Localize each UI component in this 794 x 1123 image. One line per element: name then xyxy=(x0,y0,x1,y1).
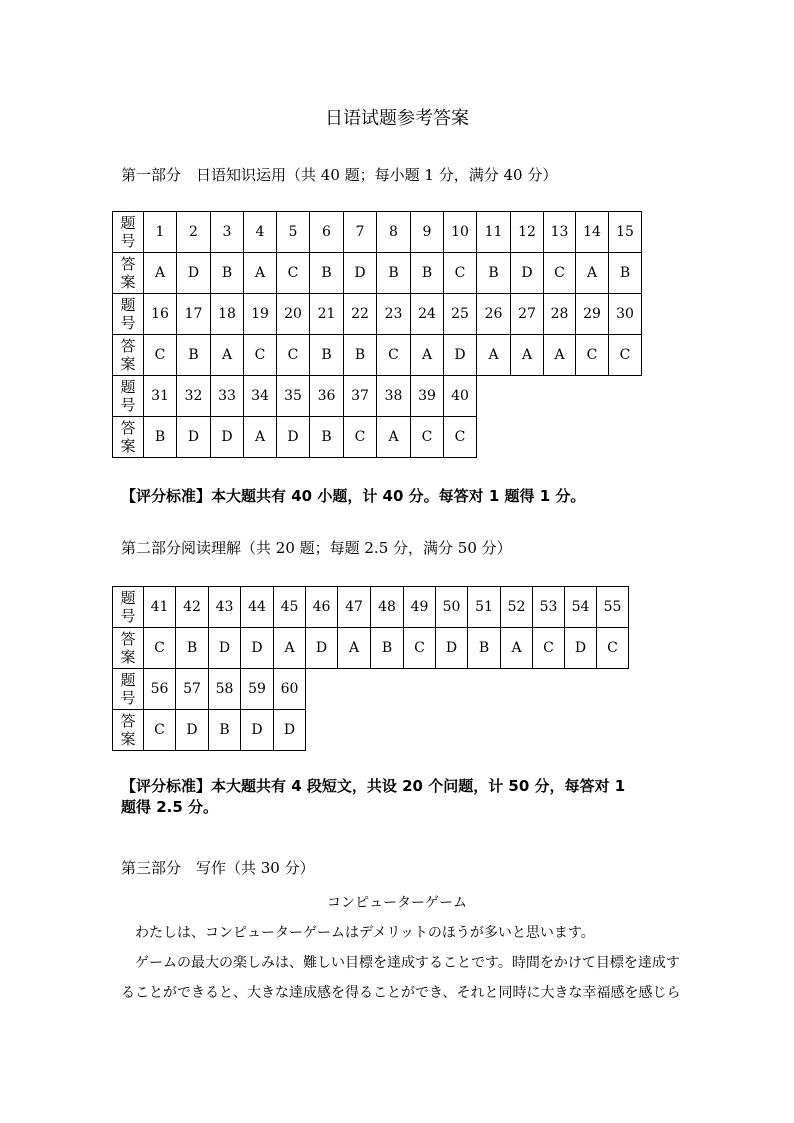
question-number-cell: 47 xyxy=(338,587,371,628)
question-number-cell: 59 xyxy=(241,669,274,710)
empty-cell xyxy=(371,710,404,751)
part2-heading: 第二部分阅读理解（共 20 题；每题 2.5 分，满分 50 分） xyxy=(121,539,512,557)
answer-cell: A xyxy=(477,335,511,376)
part1-row xyxy=(113,294,642,335)
answer-cell: B xyxy=(609,253,642,294)
answer-cell: A xyxy=(244,417,277,458)
question-number-cell: 55 xyxy=(597,587,629,628)
part1-scoring-note: 【评分标准】本大题共有 40 小题，计 40 分。每答对 1 题得 1 分。 xyxy=(121,487,586,505)
empty-cell xyxy=(597,710,629,751)
question-number-cell: 21 xyxy=(310,294,344,335)
answer-cell: A xyxy=(244,253,277,294)
question-number-cell: 10 xyxy=(444,212,477,253)
answer-cell: D xyxy=(241,628,274,669)
part3-heading: 第三部分 写作（共 30 分） xyxy=(121,859,315,877)
question-number-cell: 34 xyxy=(244,376,277,417)
answer-cell: A xyxy=(544,335,576,376)
empty-cell xyxy=(306,669,338,710)
answer-cell: D xyxy=(344,253,377,294)
answer-cell: A xyxy=(377,417,411,458)
question-number-cell: 22 xyxy=(344,294,377,335)
answer-cell: D xyxy=(176,710,209,751)
question-number-cell: 44 xyxy=(241,587,274,628)
answer-cell: A xyxy=(211,335,244,376)
question-number-cell: 24 xyxy=(411,294,444,335)
empty-cell xyxy=(477,417,511,458)
answer-header: 答 案 xyxy=(113,335,144,376)
answer-cell: C xyxy=(609,335,642,376)
answer-header: 答 案 xyxy=(113,417,144,458)
answer-cell: B xyxy=(477,253,511,294)
empty-cell xyxy=(576,417,609,458)
empty-cell xyxy=(511,376,544,417)
question-number-cell: 9 xyxy=(411,212,444,253)
question-number-cell: 28 xyxy=(544,294,576,335)
part2-scoring-note-line1: 【评分标准】本大题共有 4 段短文，共设 20 个问题，计 50 分，每答对 1 xyxy=(121,777,626,795)
answer-header: 答 案 xyxy=(113,710,144,751)
question-number-cell: 7 xyxy=(344,212,377,253)
answer-cell: D xyxy=(306,628,338,669)
answer-cell: D xyxy=(209,628,241,669)
question-number-cell: 57 xyxy=(176,669,209,710)
part2-answer-table xyxy=(112,586,629,751)
empty-cell xyxy=(501,669,533,710)
question-number-cell: 54 xyxy=(565,587,597,628)
answer-cell: D xyxy=(565,628,597,669)
part1-row xyxy=(113,335,642,376)
essay-title: コンピューターゲーム xyxy=(327,895,467,911)
empty-cell xyxy=(501,710,533,751)
answer-cell: B xyxy=(209,710,241,751)
question-number-cell: 32 xyxy=(177,376,211,417)
question-number-cell: 43 xyxy=(209,587,241,628)
question-number-cell: 30 xyxy=(609,294,642,335)
part2-scoring-note-line2: 题得 2.5 分。 xyxy=(121,798,219,816)
question-number-cell: 3 xyxy=(211,212,244,253)
empty-cell xyxy=(533,669,565,710)
answer-cell: D xyxy=(211,417,244,458)
question-number-cell: 46 xyxy=(306,587,338,628)
part1-row xyxy=(113,212,642,253)
empty-cell xyxy=(565,669,597,710)
empty-cell xyxy=(597,669,629,710)
part2-row xyxy=(113,628,629,669)
question-number-cell: 14 xyxy=(576,212,609,253)
question-number-cell: 13 xyxy=(544,212,576,253)
answer-header: 答 案 xyxy=(113,628,144,669)
question-number-cell: 19 xyxy=(244,294,277,335)
question-number-cell: 25 xyxy=(444,294,477,335)
question-number-cell: 29 xyxy=(576,294,609,335)
answer-cell: A xyxy=(576,253,609,294)
question-number-cell: 48 xyxy=(371,587,404,628)
question-number-cell: 26 xyxy=(477,294,511,335)
question-number-header: 题 号 xyxy=(113,212,144,253)
answer-cell: B xyxy=(468,628,501,669)
question-number-cell: 16 xyxy=(144,294,177,335)
question-number-cell: 33 xyxy=(211,376,244,417)
part2-row xyxy=(113,710,629,751)
question-number-cell: 11 xyxy=(477,212,511,253)
empty-cell xyxy=(511,417,544,458)
question-number-cell: 50 xyxy=(436,587,468,628)
question-number-cell: 27 xyxy=(511,294,544,335)
question-number-cell: 4 xyxy=(244,212,277,253)
answer-cell: B xyxy=(310,253,344,294)
empty-cell xyxy=(338,710,371,751)
essay-paragraph-2: ゲームの最大の楽しみは、難しい目標を達成することです。時間をかけて目標を達成することができると、大きな達成感を得ることができ、それと同時に大きな幸福感を感じら xyxy=(121,955,681,1001)
answer-cell: A xyxy=(501,628,533,669)
question-number-cell: 39 xyxy=(411,376,444,417)
part1-row xyxy=(113,376,642,417)
question-number-header: 题 号 xyxy=(113,294,144,335)
answer-cell: C xyxy=(377,335,411,376)
question-number-cell: 17 xyxy=(177,294,211,335)
answer-cell: D xyxy=(177,417,211,458)
answer-cell: D xyxy=(436,628,468,669)
question-number-cell: 52 xyxy=(501,587,533,628)
answer-cell: B xyxy=(177,335,211,376)
question-number-cell: 2 xyxy=(177,212,211,253)
part2-scoring-note xyxy=(121,776,625,818)
answer-cell: C xyxy=(576,335,609,376)
empty-cell xyxy=(609,417,642,458)
answer-cell: D xyxy=(274,710,306,751)
empty-cell xyxy=(404,669,436,710)
empty-cell xyxy=(609,376,642,417)
question-number-cell: 23 xyxy=(377,294,411,335)
question-number-cell: 20 xyxy=(277,294,310,335)
answer-cell: C xyxy=(404,628,436,669)
answer-cell: C xyxy=(444,417,477,458)
empty-cell xyxy=(306,710,338,751)
empty-cell xyxy=(533,710,565,751)
answer-cell: C xyxy=(144,335,177,376)
question-number-cell: 15 xyxy=(609,212,642,253)
answer-cell: B xyxy=(377,253,411,294)
answer-cell: A xyxy=(338,628,371,669)
answer-cell: A xyxy=(511,335,544,376)
answer-cell: B xyxy=(310,417,344,458)
answer-cell: A xyxy=(274,628,306,669)
answer-header: 答 案 xyxy=(113,253,144,294)
answer-cell: A xyxy=(411,335,444,376)
part1-row xyxy=(113,253,642,294)
empty-cell xyxy=(404,710,436,751)
answer-cell: A xyxy=(144,253,177,294)
answer-cell: B xyxy=(144,417,177,458)
answer-cell: C xyxy=(533,628,565,669)
empty-cell xyxy=(468,710,501,751)
answer-cell: C xyxy=(277,335,310,376)
answer-cell: D xyxy=(177,253,211,294)
answer-cell: B xyxy=(411,253,444,294)
question-number-cell: 1 xyxy=(144,212,177,253)
answer-cell: B xyxy=(310,335,344,376)
part2-row xyxy=(113,669,629,710)
question-number-header: 题 号 xyxy=(113,376,144,417)
empty-cell xyxy=(544,376,576,417)
question-number-cell: 12 xyxy=(511,212,544,253)
answer-cell: D xyxy=(241,710,274,751)
empty-cell xyxy=(436,710,468,751)
answer-cell: C xyxy=(277,253,310,294)
empty-cell xyxy=(576,376,609,417)
empty-cell xyxy=(338,669,371,710)
question-number-cell: 36 xyxy=(310,376,344,417)
empty-cell xyxy=(371,669,404,710)
part1-heading: 第一部分 日语知识运用（共 40 题；每小题 1 分，满分 40 分） xyxy=(121,166,558,184)
question-number-cell: 58 xyxy=(209,669,241,710)
empty-cell xyxy=(468,669,501,710)
question-number-cell: 60 xyxy=(274,669,306,710)
question-number-header: 题 号 xyxy=(113,587,144,628)
essay-body xyxy=(121,918,681,1008)
answer-cell: B xyxy=(344,335,377,376)
part2-row xyxy=(113,587,629,628)
question-number-cell: 41 xyxy=(144,587,176,628)
page-title: 日语试题参考答案 xyxy=(325,108,469,129)
question-number-cell: 5 xyxy=(277,212,310,253)
answer-cell: C xyxy=(544,253,576,294)
question-number-cell: 18 xyxy=(211,294,244,335)
empty-cell xyxy=(436,669,468,710)
answer-cell: C xyxy=(444,253,477,294)
part1-row xyxy=(113,417,642,458)
question-number-cell: 37 xyxy=(344,376,377,417)
answer-cell: D xyxy=(444,335,477,376)
question-number-cell: 6 xyxy=(310,212,344,253)
answer-cell: C xyxy=(344,417,377,458)
question-number-cell: 53 xyxy=(533,587,565,628)
question-number-cell: 42 xyxy=(176,587,209,628)
question-number-cell: 49 xyxy=(404,587,436,628)
question-number-cell: 38 xyxy=(377,376,411,417)
question-number-cell: 31 xyxy=(144,376,177,417)
question-number-cell: 45 xyxy=(274,587,306,628)
answer-cell: B xyxy=(211,253,244,294)
answer-cell: C xyxy=(597,628,629,669)
answer-cell: C xyxy=(144,628,176,669)
answer-cell: B xyxy=(371,628,404,669)
question-number-cell: 56 xyxy=(144,669,176,710)
answer-cell: B xyxy=(176,628,209,669)
question-number-cell: 35 xyxy=(277,376,310,417)
answer-cell: D xyxy=(511,253,544,294)
essay-paragraph-1: わたしは、コンピューターゲームはデメリットのほうが多いと思います。 xyxy=(121,925,595,941)
answer-cell: D xyxy=(277,417,310,458)
question-number-cell: 8 xyxy=(377,212,411,253)
question-number-cell: 40 xyxy=(444,376,477,417)
question-number-cell: 51 xyxy=(468,587,501,628)
answer-cell: C xyxy=(244,335,277,376)
answer-cell: C xyxy=(411,417,444,458)
answer-cell: C xyxy=(144,710,176,751)
empty-cell xyxy=(544,417,576,458)
part1-answer-table xyxy=(112,211,642,458)
empty-cell xyxy=(565,710,597,751)
question-number-header: 题 号 xyxy=(113,669,144,710)
empty-cell xyxy=(477,376,511,417)
